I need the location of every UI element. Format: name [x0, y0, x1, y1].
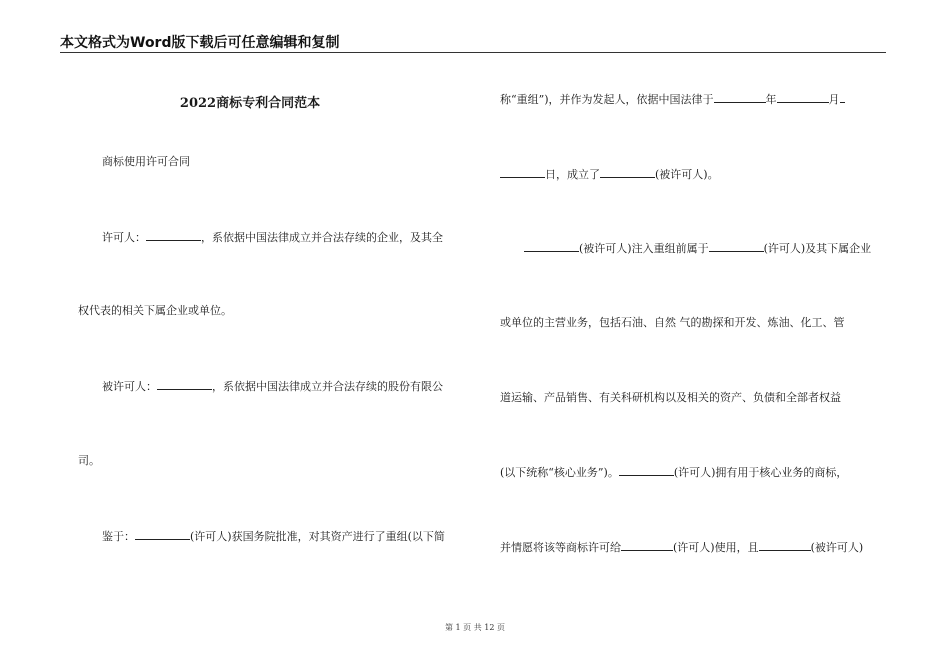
r7-start: 并情愿将该等商标许可给	[500, 541, 621, 554]
r3-b: (许可人)及其下属企业	[763, 242, 872, 255]
day-blank	[500, 167, 545, 178]
r1-year: 年	[765, 93, 777, 106]
r3-blank-1	[524, 241, 579, 252]
licensor-blank	[146, 230, 201, 241]
page-footer: 第 1 页 共 12 页	[445, 623, 505, 632]
licensee-line-2: 司。	[78, 454, 100, 467]
r7-mid: (许可人)使用，且	[673, 541, 759, 554]
right-line-7	[500, 540, 863, 555]
r7-blank-1	[621, 540, 673, 551]
right-line-2	[500, 167, 719, 182]
r3-blank-2	[709, 241, 764, 252]
r7-end: (被许可人)	[810, 541, 864, 554]
whereas-prefix: 鉴于：	[102, 530, 135, 543]
licensor-prefix: 许可人：	[102, 231, 146, 244]
licensor-line-1-text: ，系依据中国法律成立并合法存续的企业，及其全	[201, 231, 443, 244]
header-title: 本文格式为Word版下载后可任意编辑和复制	[60, 35, 340, 51]
r1-month: 月	[828, 93, 840, 106]
page-header	[60, 30, 886, 53]
r2-rest: (被许可人)。	[655, 168, 719, 181]
licensee-line-1	[102, 379, 443, 394]
right-line-3	[524, 241, 871, 256]
r2-day: 日，成立了	[545, 168, 600, 181]
r6-rest: (许可人)拥有用于核心业务的商标，	[673, 466, 848, 479]
whereas-text: (许可人)获国务院批准，对其资产进行了重组(以下简	[190, 530, 445, 543]
document-title: 2022商标专利合同范本	[179, 96, 321, 111]
r6-blank	[619, 465, 674, 476]
day-blank-start	[840, 92, 845, 103]
licensor-line-2: 权代表的相关下属企业或单位。	[78, 304, 232, 317]
whereas-line	[102, 529, 445, 544]
right-line-4: 或单位的主营业务，包括石油、自然 气的勘探和开发、炼油、化工、管	[500, 316, 845, 329]
r7-blank-2	[759, 540, 811, 551]
year-blank	[714, 92, 766, 103]
licensor-line-1	[102, 230, 443, 245]
right-line-1	[500, 92, 845, 107]
licensee-prefix: 被许可人：	[102, 380, 157, 393]
month-blank	[777, 92, 829, 103]
r1-start: 称“重组”)，并作为发起人，依据中国法律于	[500, 93, 714, 106]
r6-start: (以下统称“核心业务”)。	[500, 466, 619, 479]
right-line-5: 道运输、产品销售、有关科研机构以及相关的资产、负债和全部者权益	[500, 391, 841, 404]
licensee-blank	[157, 379, 212, 390]
contract-name: 商标使用许可合同	[102, 155, 190, 168]
right-line-6	[500, 465, 847, 480]
whereas-blank	[135, 529, 190, 540]
established-blank	[600, 167, 655, 178]
r3-a: (被许可人)注入重组前属于	[579, 242, 709, 255]
licensee-line-1-text: ，系依据中国法律成立并合法存续的股份有限公	[212, 380, 443, 393]
